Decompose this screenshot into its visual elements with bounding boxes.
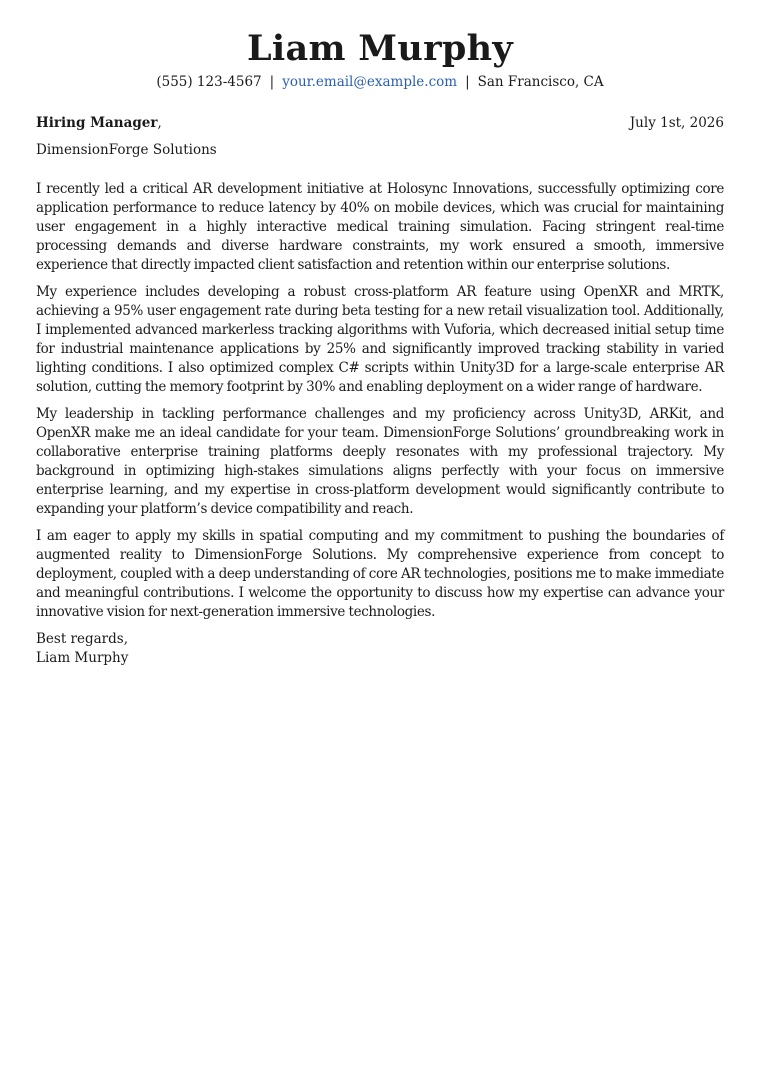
closing-signature: Liam Murphy — [36, 650, 129, 666]
closing-block — [36, 630, 724, 668]
body-paragraph: My experience includes developing a robust cross-platform AR feature using OpenXR and MRTK, achieving a 95% user engagement rate during beta testing for a new retail visualization tool. Additionally, I implemented advanced markerless tracking algorithms with Vuforia, which decreased initial setup time for industrial maintenance applications by 25% and significantly improved tracking stability in varied lighting conditions. I also optimized complex C# scripts within Unity3D for a large-scale enterprise AR solution, cutting the memory footprint by 30% and enabling deployment on a wider range of hardware. — [36, 284, 724, 395]
recipient-comma: , — [157, 115, 162, 131]
body-paragraph: I recently led a critical AR development initiative at Holosync Innovations, successfully optimizing core application performance to reduce latency by 40% on mobile devices, which was crucial for maintaining user engagement in a highly interactive medical training simulation. Facing stringent real-time processing demands and diverse hardware constraints, my work ensured a smooth, immersive experience that directly impacted client satisfaction and retention within our enterprise solutions. — [36, 181, 724, 273]
closing-salutation: Best regards, — [36, 631, 129, 647]
contact-separator: | — [269, 74, 275, 90]
phone-number: (555) 123-4567 — [156, 74, 262, 90]
applicant-name: Liam Murphy — [247, 28, 513, 69]
recipient-line — [36, 114, 162, 132]
contact-separator: | — [465, 74, 470, 90]
contact-line — [0, 73, 760, 91]
recipient-title: Hiring Manager — [36, 115, 158, 131]
letter-date: July 1st, 2026 — [629, 115, 724, 131]
body-paragraph: I am eager to apply my skills in spatial computing and my commitment to pushing the boundaries of augmented reality to DimensionForge Solutions. My comprehensive experience from concept to deployment, coupled with a deep understanding of core AR technologies, positions me to make immediate and meaningful contributions. I welcome the opportunity to discuss how my expertise can advance your innovative vision for next-generation immersive technologies. — [36, 528, 724, 620]
body-paragraph: My leadership in tackling performance challenges and my proficiency across Unity3D, ARKit, and OpenXR make me an ideal candidate for your team. DimensionForge Solutions’ groundbreaking work in collaborative enterprise training platforms deeply resonates with my professional trajectory. My background in optimizing high-stakes simulations aligns perfectly with your focus on immersive enterprise learning, and my expertise in cross-platform development would significantly contribute to expanding your platform’s device compatibility and reach. — [36, 406, 724, 517]
location: San Francisco, CA — [477, 74, 604, 90]
recipient-company: DimensionForge Solutions — [36, 142, 217, 158]
letter-body — [36, 180, 724, 668]
email-link[interactable]: your.email@example.com — [282, 74, 458, 90]
